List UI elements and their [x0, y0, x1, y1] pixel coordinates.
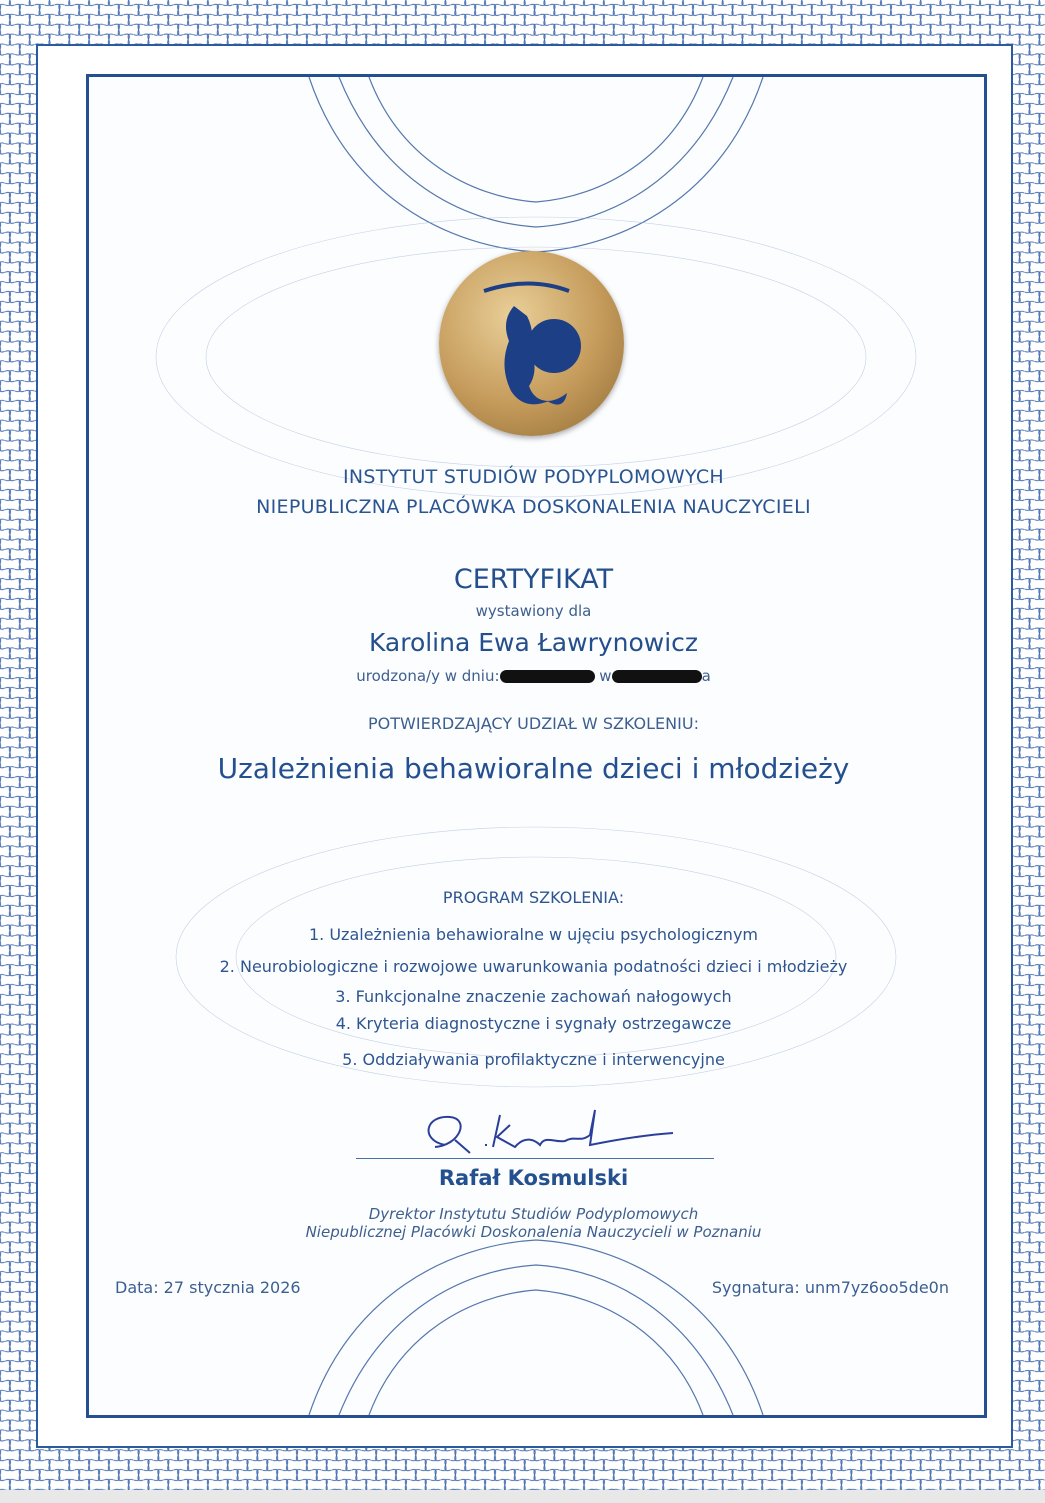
signatory-role: Dyrektor Instytutu Studiów Podyplomowych	[368, 1205, 699, 1223]
program-item: 4. Kryteria diagnostyczne i sygnały ostrzegawcze	[335, 1014, 732, 1033]
birth-place-tail: a	[701, 667, 711, 685]
signatory-role-2: Niepublicznej Placówki Doskonalenia Nauczycieli w Poznaniu	[305, 1223, 762, 1241]
issue-date: Data: 27 stycznia 2026	[115, 1278, 301, 1297]
signature-line	[356, 1158, 714, 1159]
issued-for-label: wystawiony dla	[475, 602, 592, 620]
birth-place-prefix: w	[599, 667, 612, 685]
birth-info	[86, 667, 981, 685]
certificate-title: CERTYFIKAT	[453, 564, 614, 595]
course-title: Uzależnienia behawioralne dzieci i młodzieży	[217, 752, 850, 785]
institution-name: INSTYTUT STUDIÓW PODYPLOMOWYCH	[342, 466, 725, 488]
program-item: 5. Oddziaływania profilaktyczne i interwencyjne	[342, 1050, 725, 1069]
handwritten-signature	[415, 1095, 685, 1160]
program-item: 1. Uzależnienia behawioralne w ujęciu psychologicznym	[308, 925, 758, 944]
signatory-name: Rafał Kosmulski	[438, 1166, 629, 1190]
recipient-name: Karolina Ewa Ławrynowicz	[368, 628, 699, 657]
redacted-birth-date	[500, 670, 595, 683]
confirms-label: POTWIERDZAJĄCY UDZIAŁ W SZKOLENIU:	[368, 714, 699, 733]
program-item: 2. Neurobiologiczne i rozwojowe uwarunkowania podatności dzieci i młodzieży	[219, 957, 848, 976]
birth-label: urodzona/y w dniu:	[356, 667, 500, 685]
mermaid-seal-logo	[439, 251, 624, 436]
redacted-birth-place	[612, 670, 702, 683]
program-heading: PROGRAM SZKOLENIA:	[442, 888, 625, 907]
institution-subtitle: NIEPUBLICZNA PLACÓWKA DOSKONALENIA NAUCZYCIELI	[256, 496, 811, 518]
signature-code: Sygnatura: unm7yz6oo5de0n	[711, 1278, 949, 1297]
program-item: 3. Funkcjonalne znaczenie zachowań nałogowych	[335, 987, 732, 1006]
